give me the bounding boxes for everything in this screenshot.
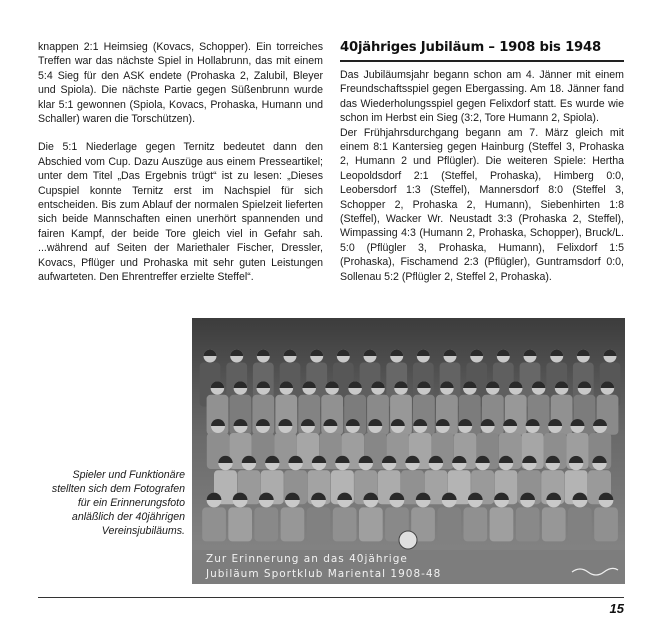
team-photo-image — [192, 318, 625, 584]
section-heading: 40jähriges Jubiläum – 1908 bis 1948 — [340, 40, 601, 55]
team-photo — [192, 318, 625, 584]
person-body — [516, 507, 540, 541]
person-body — [333, 507, 357, 541]
person-body — [228, 507, 252, 541]
left-paragraph-1: knappen 2:1 Heimsieg (Kovacs, Schopper). Ein torreiches Treffen war das nächste Spiel in Hollabrunn, das mit einem 5:4 Sieg für den ASK endete (Prohaska 2, Zalubil, Bleyer und Spiola). Die nächste Partie gegen Süßenbrunn wurde klar 5:1 gewonnen (Spiola, Kovacs, Prohaska, Humann und Schaller) waren die Torschützen). — [38, 41, 323, 126]
person-body — [307, 507, 331, 541]
left-text-column — [38, 40, 323, 285]
right-paragraph-1: Das Jubiläumsjahr begann schon am 4. Jänner mit einem Freundschaftsspiel gegen Ebergassing. Am 18. Jänner fand das Wiederholungsspiel gegen Felixdorf statt. Es wurde wie schon im Herbst ein Sieg (3:2, Tore Humann 2, Spiola). — [340, 69, 624, 125]
person-body — [202, 507, 226, 541]
football — [399, 531, 417, 549]
footer-rule — [38, 597, 624, 598]
person-body — [437, 507, 461, 541]
person-body — [568, 507, 592, 541]
person-body — [359, 507, 383, 541]
heading-underline — [340, 60, 624, 62]
person-body — [464, 507, 488, 541]
right-text-column — [340, 68, 624, 284]
right-paragraph-2: Der Frühjahrsdurchgang begann am 7. März gleich mit einem 8:1 Kantersieg gegen Hainburg (Steffel 3, Prohaska 2, Humann 2 und Pflügler). Die weiteren Spiele: Hertha Leopoldsdorf 2:1 (Steffel, Prohaska), Himberg 0:0, Leobersdorf 1:3 (Steffel), Mannersdorf 8:0 (Steffel 3, Schopper 2, Prohaska 2, Humann), Siebenhirten 1:8 (Steffel), Wacker Wr. Neustadt 3:3 (Prohaska 2, Steffel), Wimpassing 4:3 (Humann 2, Prohaska, Schopper), Bruck/L. 5:0 (Pflügler 3, Prohaska, Humann), Felixdorf 1:5 (Prohaska), Fischamend 2:3 (Pflügler), Guntramsdorf 0:0, Sollenau 5:2 (Pflügler 2, Steffel 2, Prohaska). — [340, 126, 624, 283]
person-body — [254, 507, 278, 541]
photo-caption: Spieler und Funktionäre stellten sich dem Fotografen für ein Erinnerungsfoto anläßlich der 40jährigen Vereinsjubiläums. — [51, 469, 185, 537]
person-body — [542, 507, 566, 541]
person-body — [594, 507, 618, 541]
left-paragraph-2: Die 5:1 Niederlage gegen Ternitz bedeutet dann den Abschied vom Cup. Dazu Auszüge aus einem Presseartikel; unter dem Titel „Das Ergebnis trügt“ ist zu lesen: „Dieses Cupspiel konnte Ternitz erst im Nachspiel für sich entscheiden. Bis zum Ablauf der normalen Spielzeit lieferten sich beide Mannschaften einen unerhört spannenden und fairen Kampf, der beide Tore gleich viel in Gefahr sah. ...während auf Seiten der Mariethaler Fischer, Dressler, Kovacs, Pflüger und Prohaska mit sehr guten Leistungen aufwarteten. Den Ehrentreffer erzielte Steffel“. — [38, 141, 323, 284]
person-body — [281, 507, 305, 541]
photo-inscription-line-1: Zur Erinnerung an das 40jährige — [206, 553, 408, 565]
page-number: 15 — [609, 601, 624, 616]
person-body — [490, 507, 514, 541]
photo-inscription-line-2: Jubiläum Sportklub Mariental 1908-48 — [206, 568, 442, 580]
